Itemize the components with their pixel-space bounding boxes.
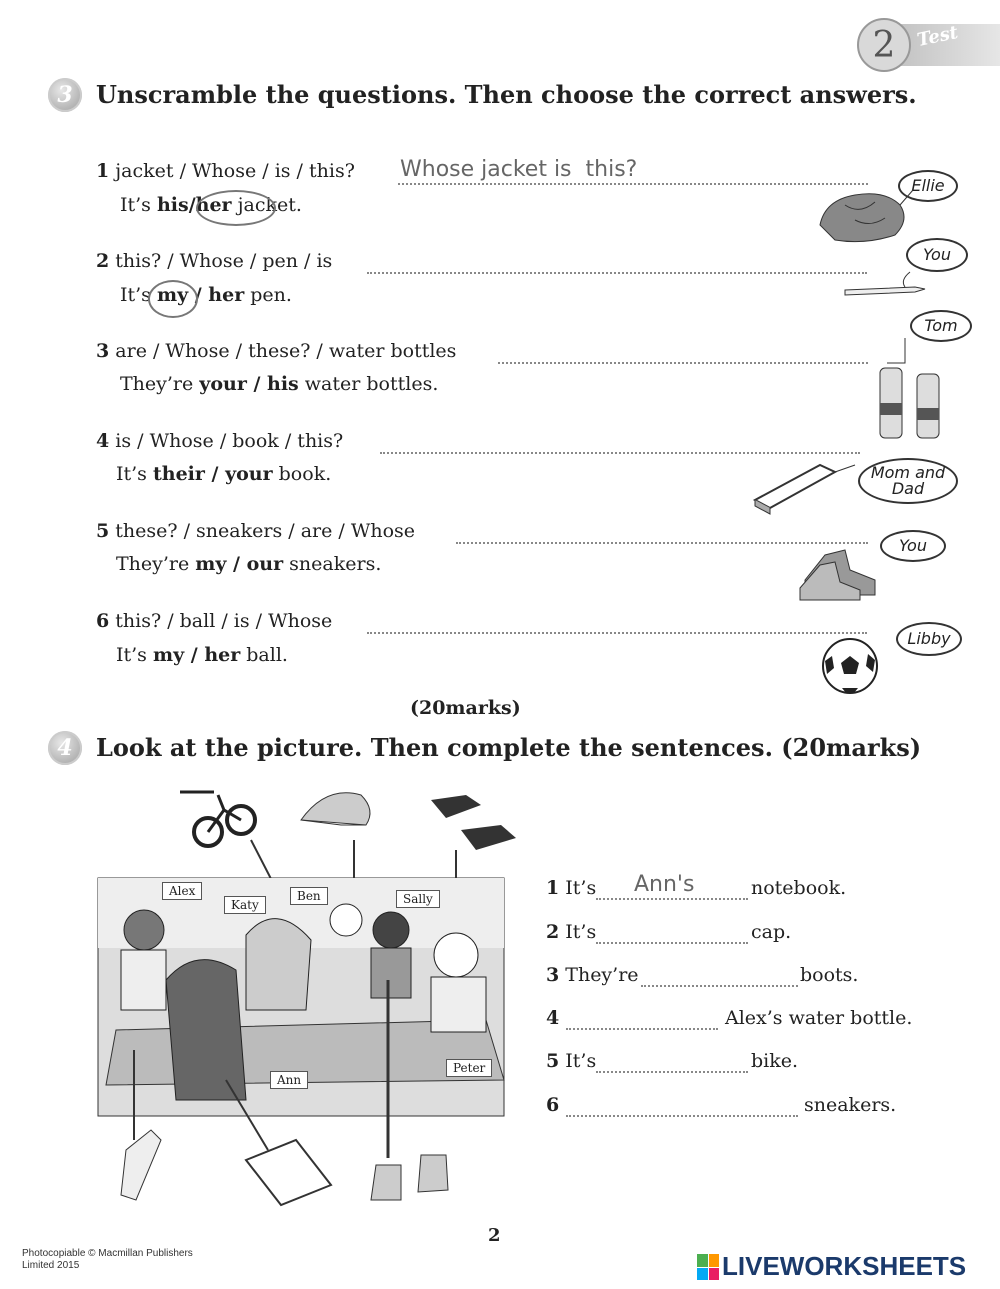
boots-icon (371, 1155, 448, 1200)
pen-icon (840, 262, 930, 302)
copyright-line-2: Limited 2015 (22, 1260, 80, 1271)
person-bubble-4: Mom and Dad (858, 458, 958, 504)
answer-input-1[interactable] (400, 154, 860, 184)
jacket-icon (815, 180, 915, 250)
sentence-3: 3 They’re (546, 964, 639, 986)
bike-icon (180, 792, 255, 846)
test-number: 2 (857, 18, 911, 72)
question-1: 1 jacket / Whose / is / this? (96, 160, 355, 182)
question-6: 6 this? / ball / is / Whose (96, 610, 333, 632)
circle-choice-1[interactable] (196, 190, 276, 226)
name-tag-alex: Alex (162, 882, 202, 900)
sentence-5-post: bike. (751, 1050, 799, 1072)
copyright-line-1: Photocopiable © Macmillan Publishers (22, 1248, 193, 1259)
answer-input-4[interactable] (382, 424, 852, 454)
question-5: 5 these? / sneakers / are / Whose (96, 520, 416, 542)
sentence-input-6[interactable] (568, 1087, 796, 1115)
section3-badge: 3 (48, 78, 82, 112)
page-number: 2 (488, 1225, 501, 1246)
question-4: 4 is / Whose / book / this? (96, 430, 344, 452)
section4-title: Look at the picture. Then complete the sentences. (20marks) (96, 733, 922, 762)
answer-input-2[interactable] (370, 244, 860, 274)
brand-name[interactable]: LIVEWORKSHEETS (722, 1251, 967, 1281)
sentence-6: 6 (546, 1094, 560, 1116)
reply-6: It’s my / her ball. (116, 644, 288, 666)
person-bubble-5: You (880, 530, 946, 562)
sentence-2-post: cap. (751, 921, 792, 943)
name-tag-katy: Katy (224, 896, 266, 914)
answer-input-6[interactable] (370, 604, 860, 634)
section3-title: Unscramble the questions. Then choose the correct answers. (96, 80, 917, 109)
sentence-6-post: sneakers. (804, 1094, 897, 1116)
sentence-input-1[interactable] (634, 870, 748, 898)
sentence-1-post: notebook. (751, 877, 847, 899)
sentence-line-4 (566, 1028, 718, 1030)
sentence-line-6 (566, 1115, 798, 1117)
sentence-3-post: boots. (800, 964, 859, 986)
reply-3: They’re your / his water bottles. (120, 373, 439, 395)
sentence-line-3 (641, 985, 798, 987)
sentence-4: 4 (546, 1007, 560, 1029)
football-boots-icon (431, 795, 516, 850)
test-label: Test (915, 21, 960, 52)
sentence-4-post: Alex’s water bottle. (725, 1007, 913, 1029)
test-badge (855, 14, 1000, 74)
person-bubble-3: Tom (910, 310, 972, 342)
section4-badge: 4 (48, 731, 82, 765)
person-bubble-6: Libby (896, 622, 962, 656)
reply-5: They’re my / our sneakers. (116, 553, 382, 575)
answer-input-3[interactable] (500, 334, 860, 364)
reply-1: It’s his/her jacket. (120, 194, 302, 216)
sneakers-icon (795, 540, 885, 605)
sentence-1: 1 It’s (546, 877, 597, 899)
question-2: 2 this? / Whose / pen / is (96, 250, 333, 272)
sentence-2: 2 It’s (546, 921, 597, 943)
sentence-input-3[interactable] (643, 957, 796, 985)
water-bottles-icon (875, 338, 955, 443)
sentence-line-5 (596, 1071, 748, 1073)
water-bottle-icon (121, 1130, 161, 1200)
circle-choice-2[interactable] (148, 280, 198, 318)
soccer-ball-icon (820, 636, 880, 696)
brand-logo-icon (697, 1254, 719, 1280)
sentence-input-4[interactable] (568, 1000, 716, 1028)
sentence-line-2 (596, 942, 748, 944)
person-bubble-1: Ellie (898, 170, 958, 202)
cap-icon (301, 793, 370, 825)
name-tag-ann: Ann (270, 1071, 308, 1089)
question-3: 3 are / Whose / these? / water bottles (96, 340, 457, 362)
sentence-input-2[interactable] (598, 914, 746, 942)
name-tag-ben: Ben (290, 887, 328, 905)
book-icon (750, 460, 860, 515)
sentence-5: 5 It’s (546, 1050, 597, 1072)
name-tag-sally: Sally (396, 890, 440, 908)
name-tag-peter: Peter (446, 1059, 492, 1077)
classroom-picture (96, 780, 516, 1210)
sentence-input-5[interactable] (598, 1043, 746, 1071)
section3-marks: (20marks) (410, 697, 521, 719)
sentence-line-1 (596, 898, 748, 900)
reply-2: It’s my / her pen. (120, 284, 292, 306)
notebook-icon (246, 1140, 331, 1205)
reply-4: It’s their / your book. (116, 463, 332, 485)
person-bubble-2: You (906, 238, 968, 272)
